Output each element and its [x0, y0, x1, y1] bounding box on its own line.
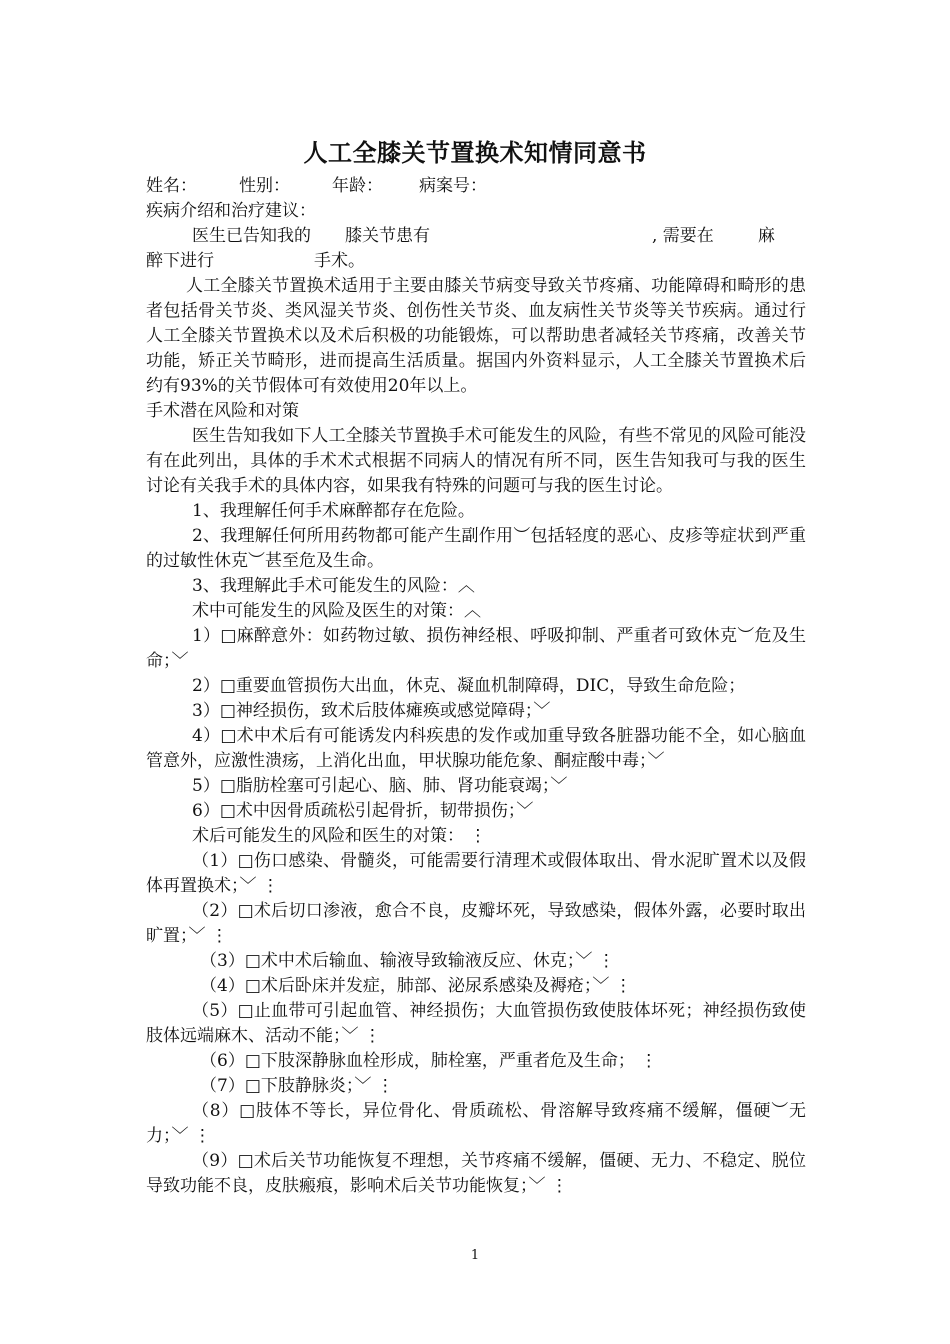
- post-risk-item: （8）□肢体不等长，异位骨化、骨质疏松、骨溶解导致疼痛不缓解，僵硬︶无力；﹀ ⋮: [146, 1101, 806, 1146]
- intro-paragraph: 人工全膝关节置换术适用于主要由膝关节病变导致关节疼痛、功能障碍和畸形的患者包括骨关节炎、类风湿关节炎、创伤性关节炎、血友病性关节炎等关节疾病。通过行人工全膝关节置换术以及术后积极的功能锻炼，可以帮助患者减轻关节疼痛，改善关节功能，矫正关节畸形，进而提高生活质量。据国内外资料显示，人工全膝关节置换术后约有93%的关节假体可有效使用20年以上。: [146, 276, 806, 396]
- post-risk-item: （7）□下肢静脉炎；﹀ ⋮: [200, 1076, 394, 1096]
- post-risk-item: （6）□下肢深静脉血栓形成，肺栓塞，严重者危及生命； ⋮: [200, 1051, 658, 1071]
- gender-label: 性别：: [239, 176, 290, 196]
- intra-risk-item: 2）□重要血管损伤大出血，休克、凝血机制障碍，DIC，导致生命危险；: [192, 676, 746, 696]
- diagnosis-text-3: , 需要在: [652, 226, 714, 246]
- post-risk-item: （2）□术后切口渗液，愈合不良，皮瓣坏死，导致感染，假体外露，必要时取出旷置；﹀ ⋮: [146, 901, 806, 946]
- post-risk-item: （3）□术中术后输血、输液导致输液反应、休克；﹀ ⋮: [200, 951, 615, 971]
- diagnosis-text-1: 医生已告知我的: [192, 226, 311, 246]
- intra-risk-item: 6）□术中因骨质疏松引起骨折，韧带损伤；﹀: [192, 801, 534, 821]
- diagnosis-line: [146, 224, 806, 249]
- anesthesia-line: [146, 249, 806, 274]
- anesthesia-text-2: 手术。: [314, 251, 365, 271]
- intraoperative-heading: 术中可能发生的风险及医生的对策：︿: [192, 601, 481, 621]
- diagnosis-text-2: 膝关节患有: [345, 226, 430, 246]
- page-number: 1: [470, 1248, 480, 1263]
- section-heading-disease: 疾病介绍和治疗建议：: [146, 201, 316, 221]
- record-number-label: 病案号：: [419, 176, 487, 196]
- post-risk-item: （9）□术后关节功能恢复不理想，关节疼痛不缓解，僵硬、无力、不稳定、脱位导致功能不良，皮肤瘢痕，影响术后关节功能恢复；﹀ ⋮: [146, 1151, 806, 1196]
- age-label: 年龄：: [332, 176, 383, 196]
- intra-risk-item: 3）□神经损伤，致术后肢体瘫痪或感觉障碍；﹀: [192, 701, 551, 721]
- document-body: [146, 174, 806, 1199]
- section-heading-risks: 手术潜在风险和对策: [146, 401, 299, 421]
- intra-risk-item: 1）□麻醉意外：如药物过敏、损伤神经根、呼吸抑制、严重者可致休克︶危及生命；﹀: [146, 626, 806, 671]
- list-item: 2、我理解任何所用药物都可能产生副作用︶包括轻度的恶心、皮疹等症状到严重的过敏性休克︶甚至危及生命。: [146, 526, 806, 571]
- intra-risk-item: 5）□脂肪栓塞可引起心、脑、肺、肾功能衰竭；﹀: [192, 776, 568, 796]
- list-item: 3、我理解此手术可能发生的风险：︿: [192, 576, 475, 596]
- diagnosis-text-4: 麻: [757, 226, 775, 246]
- risk-intro-paragraph: 医生告知我如下人工全膝关节置换手术可能发生的风险，有些不常见的风险可能没有在此列出，具体的手术术式根据不同病人的情况有所不同，医生告知我可与我的医生讨论有关我手术的具体内容，如果我有特殊的问题可与我的医生讨论。: [146, 426, 806, 496]
- intra-risk-item: 4）□术中术后有可能诱发内科疾患的发作或加重导致各脏器功能不全，如心脑血管意外，应激性溃疡，上消化出血，甲状腺功能危象、酮症酸中毒；﹀: [146, 726, 806, 771]
- post-risk-item: （5）□止血带可引起血管、神经损伤；大血管损伤致使肢体坏死；神经损伤致使肢体远端麻木、活动不能；﹀ ⋮: [146, 1001, 806, 1046]
- document-title: 人工全膝关节置换术知情同意书: [303, 138, 647, 167]
- list-item: 1、我理解任何手术麻醉都存在危险。: [192, 501, 475, 521]
- anesthesia-text-1: 醉下进行: [146, 251, 214, 271]
- post-risk-item: （1）□伤口感染、骨髓炎，可能需要行清理术或假体取出、骨水泥旷置术以及假体再置换术；﹀ ⋮: [146, 851, 806, 896]
- postoperative-heading: 术后可能发生的风险和医生的对策： ⋮: [192, 826, 487, 846]
- patient-info-line: [146, 174, 806, 199]
- name-label: 姓名：: [146, 176, 197, 196]
- post-risk-item: （4）□术后卧床并发症，肺部、泌尿系感染及褥疮；﹀ ⋮: [200, 976, 632, 996]
